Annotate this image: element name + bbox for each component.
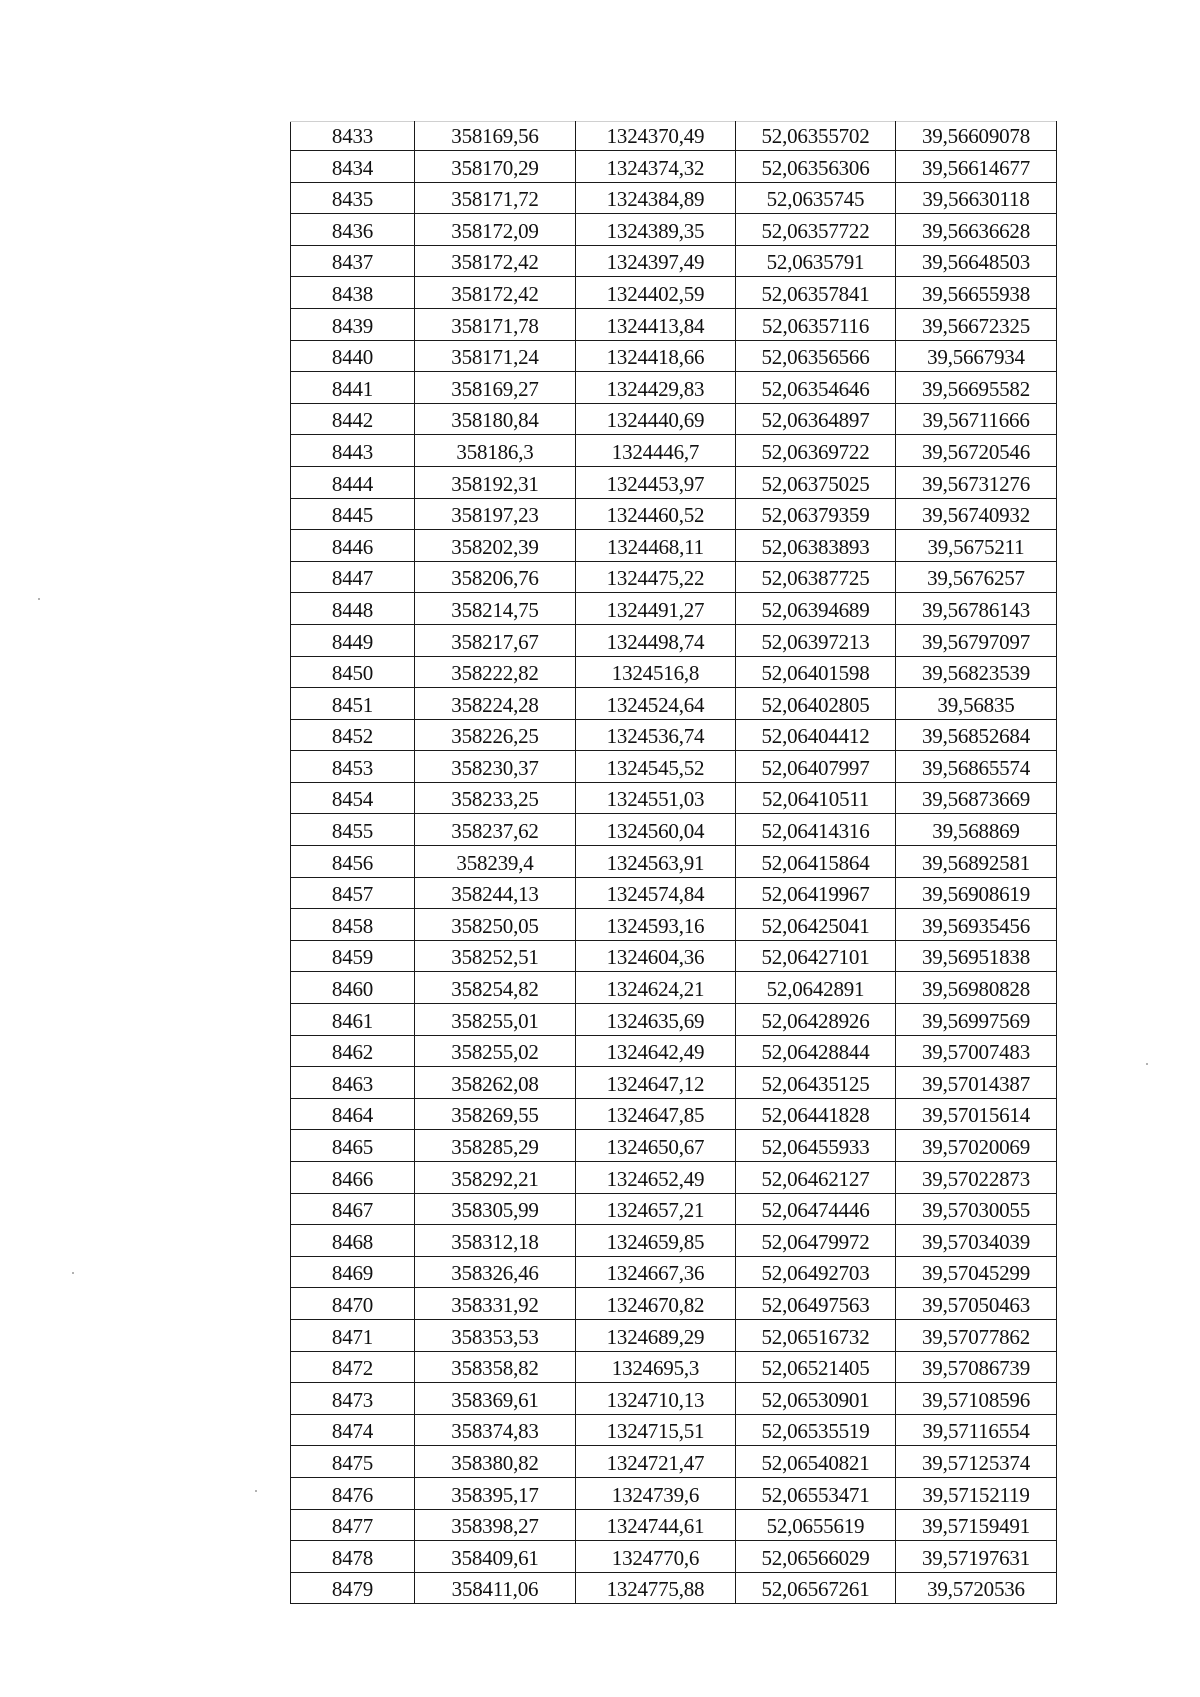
x-coordinate-cell: 358250,05 (415, 909, 576, 941)
longitude-cell: 39,56797097 (896, 624, 1057, 656)
point-number-cell: 8441 (291, 372, 415, 404)
x-coordinate-cell: 358222,82 (415, 656, 576, 688)
latitude-cell: 52,06364897 (736, 403, 896, 435)
x-coordinate-cell: 358233,25 (415, 782, 576, 814)
point-number-cell: 8435 (291, 182, 415, 214)
coordinates-table-body (291, 122, 1057, 1604)
longitude-cell: 39,56835 (896, 688, 1057, 720)
table-row (291, 1446, 1057, 1478)
y-coordinate-cell: 1324593,16 (576, 909, 736, 941)
longitude-cell: 39,56720546 (896, 435, 1057, 467)
y-coordinate-cell: 1324384,89 (576, 182, 736, 214)
point-number-cell: 8479 (291, 1572, 415, 1604)
y-coordinate-cell: 1324475,22 (576, 561, 736, 593)
longitude-cell: 39,56672325 (896, 308, 1057, 340)
longitude-cell: 39,57030055 (896, 1193, 1057, 1225)
latitude-cell: 52,0635745 (736, 182, 896, 214)
y-coordinate-cell: 1324775,88 (576, 1572, 736, 1604)
x-coordinate-cell: 358186,3 (415, 435, 576, 467)
point-number-cell: 8472 (291, 1351, 415, 1383)
y-coordinate-cell: 1324647,85 (576, 1098, 736, 1130)
longitude-cell: 39,56980828 (896, 972, 1057, 1004)
table-row (291, 909, 1057, 941)
longitude-cell: 39,56873669 (896, 782, 1057, 814)
point-number-cell: 8470 (291, 1288, 415, 1320)
latitude-cell: 52,06535519 (736, 1414, 896, 1446)
table-row (291, 1225, 1057, 1257)
latitude-cell: 52,06415864 (736, 846, 896, 878)
x-coordinate-cell: 358252,51 (415, 940, 576, 972)
y-coordinate-cell: 1324551,03 (576, 782, 736, 814)
y-coordinate-cell: 1324498,74 (576, 624, 736, 656)
table-row (291, 1288, 1057, 1320)
latitude-cell: 52,06407997 (736, 751, 896, 783)
y-coordinate-cell: 1324429,83 (576, 372, 736, 404)
x-coordinate-cell: 358305,99 (415, 1193, 576, 1225)
point-number-cell: 8446 (291, 530, 415, 562)
y-coordinate-cell: 1324604,36 (576, 940, 736, 972)
longitude-cell: 39,57007483 (896, 1035, 1057, 1067)
y-coordinate-cell: 1324642,49 (576, 1035, 736, 1067)
y-coordinate-cell: 1324413,84 (576, 308, 736, 340)
latitude-cell: 52,06521405 (736, 1351, 896, 1383)
x-coordinate-cell: 358197,23 (415, 498, 576, 530)
point-number-cell: 8461 (291, 1004, 415, 1036)
longitude-cell: 39,56823539 (896, 656, 1057, 688)
table-row (291, 1004, 1057, 1036)
point-number-cell: 8476 (291, 1477, 415, 1509)
x-coordinate-cell: 358292,21 (415, 1162, 576, 1194)
latitude-cell: 52,06425041 (736, 909, 896, 941)
longitude-cell: 39,568869 (896, 814, 1057, 846)
longitude-cell: 39,57086739 (896, 1351, 1057, 1383)
x-coordinate-cell: 358230,37 (415, 751, 576, 783)
longitude-cell: 39,57015614 (896, 1098, 1057, 1130)
latitude-cell: 52,06357116 (736, 308, 896, 340)
table-row (291, 688, 1057, 720)
latitude-cell: 52,06455933 (736, 1130, 896, 1162)
latitude-cell: 52,0635791 (736, 245, 896, 277)
longitude-cell: 39,57152119 (896, 1477, 1057, 1509)
latitude-cell: 52,06462127 (736, 1162, 896, 1194)
point-number-cell: 8467 (291, 1193, 415, 1225)
latitude-cell: 52,06355702 (736, 122, 896, 151)
point-number-cell: 8445 (291, 498, 415, 530)
longitude-cell: 39,56997569 (896, 1004, 1057, 1036)
point-number-cell: 8468 (291, 1225, 415, 1257)
x-coordinate-cell: 358226,25 (415, 719, 576, 751)
point-number-cell: 8460 (291, 972, 415, 1004)
x-coordinate-cell: 358217,67 (415, 624, 576, 656)
point-number-cell: 8474 (291, 1414, 415, 1446)
table-row (291, 1572, 1057, 1604)
longitude-cell: 39,57125374 (896, 1446, 1057, 1478)
point-number-cell: 8464 (291, 1098, 415, 1130)
latitude-cell: 52,06428926 (736, 1004, 896, 1036)
x-coordinate-cell: 358380,82 (415, 1446, 576, 1478)
table-row (291, 1383, 1057, 1415)
latitude-cell: 52,0642891 (736, 972, 896, 1004)
longitude-cell: 39,5676257 (896, 561, 1057, 593)
longitude-cell: 39,56711666 (896, 403, 1057, 435)
longitude-cell: 39,56892581 (896, 846, 1057, 878)
y-coordinate-cell: 1324468,11 (576, 530, 736, 562)
latitude-cell: 52,06540821 (736, 1446, 896, 1478)
table-row (291, 466, 1057, 498)
latitude-cell: 52,06492703 (736, 1256, 896, 1288)
x-coordinate-cell: 358172,42 (415, 245, 576, 277)
longitude-cell: 39,56865574 (896, 751, 1057, 783)
latitude-cell: 52,06356566 (736, 340, 896, 372)
longitude-cell: 39,56951838 (896, 940, 1057, 972)
x-coordinate-cell: 358244,13 (415, 877, 576, 909)
point-number-cell: 8477 (291, 1509, 415, 1541)
table-row (291, 151, 1057, 183)
table-row (291, 403, 1057, 435)
table-row (291, 1414, 1057, 1446)
longitude-cell: 39,56695582 (896, 372, 1057, 404)
table-row (291, 1477, 1057, 1509)
y-coordinate-cell: 1324453,97 (576, 466, 736, 498)
longitude-cell: 39,56786143 (896, 593, 1057, 625)
x-coordinate-cell: 358262,08 (415, 1067, 576, 1099)
table-row (291, 624, 1057, 656)
y-coordinate-cell: 1324770,6 (576, 1541, 736, 1573)
longitude-cell: 39,57034039 (896, 1225, 1057, 1257)
table-row (291, 1098, 1057, 1130)
scan-speck (72, 1272, 74, 1274)
x-coordinate-cell: 358254,82 (415, 972, 576, 1004)
latitude-cell: 52,06497563 (736, 1288, 896, 1320)
point-number-cell: 8463 (291, 1067, 415, 1099)
y-coordinate-cell: 1324536,74 (576, 719, 736, 751)
table-row (291, 214, 1057, 246)
latitude-cell: 52,06410511 (736, 782, 896, 814)
point-number-cell: 8433 (291, 122, 415, 151)
table-row (291, 308, 1057, 340)
point-number-cell: 8444 (291, 466, 415, 498)
point-number-cell: 8471 (291, 1319, 415, 1351)
latitude-cell: 52,06394689 (736, 593, 896, 625)
y-coordinate-cell: 1324440,69 (576, 403, 736, 435)
point-number-cell: 8451 (291, 688, 415, 720)
table-row (291, 1541, 1057, 1573)
point-number-cell: 8457 (291, 877, 415, 909)
latitude-cell: 52,06427101 (736, 940, 896, 972)
point-number-cell: 8466 (291, 1162, 415, 1194)
latitude-cell: 52,06401598 (736, 656, 896, 688)
y-coordinate-cell: 1324650,67 (576, 1130, 736, 1162)
y-coordinate-cell: 1324389,35 (576, 214, 736, 246)
x-coordinate-cell: 358180,84 (415, 403, 576, 435)
table-row (291, 719, 1057, 751)
y-coordinate-cell: 1324545,52 (576, 751, 736, 783)
y-coordinate-cell: 1324402,59 (576, 277, 736, 309)
table-row (291, 656, 1057, 688)
x-coordinate-cell: 358171,24 (415, 340, 576, 372)
latitude-cell: 52,06379359 (736, 498, 896, 530)
longitude-cell: 39,56630118 (896, 182, 1057, 214)
latitude-cell: 52,06387725 (736, 561, 896, 593)
table-row (291, 1130, 1057, 1162)
table-row (291, 530, 1057, 562)
x-coordinate-cell: 358269,55 (415, 1098, 576, 1130)
x-coordinate-cell: 358353,53 (415, 1319, 576, 1351)
latitude-cell: 52,06566029 (736, 1541, 896, 1573)
y-coordinate-cell: 1324689,29 (576, 1319, 736, 1351)
x-coordinate-cell: 358202,39 (415, 530, 576, 562)
point-number-cell: 8473 (291, 1383, 415, 1415)
y-coordinate-cell: 1324657,21 (576, 1193, 736, 1225)
table-row (291, 1067, 1057, 1099)
longitude-cell: 39,57108596 (896, 1383, 1057, 1415)
latitude-cell: 52,06530901 (736, 1383, 896, 1415)
longitude-cell: 39,57050463 (896, 1288, 1057, 1320)
latitude-cell: 52,06435125 (736, 1067, 896, 1099)
x-coordinate-cell: 358358,82 (415, 1351, 576, 1383)
x-coordinate-cell: 358214,75 (415, 593, 576, 625)
y-coordinate-cell: 1324563,91 (576, 846, 736, 878)
y-coordinate-cell: 1324397,49 (576, 245, 736, 277)
point-number-cell: 8453 (291, 751, 415, 783)
table-row (291, 435, 1057, 467)
point-number-cell: 8438 (291, 277, 415, 309)
longitude-cell: 39,56852684 (896, 719, 1057, 751)
latitude-cell: 52,06383893 (736, 530, 896, 562)
table-row (291, 122, 1057, 151)
y-coordinate-cell: 1324647,12 (576, 1067, 736, 1099)
table-row (291, 277, 1057, 309)
y-coordinate-cell: 1324374,32 (576, 151, 736, 183)
point-number-cell: 8442 (291, 403, 415, 435)
table-row (291, 340, 1057, 372)
x-coordinate-cell: 358411,06 (415, 1572, 576, 1604)
x-coordinate-cell: 358369,61 (415, 1383, 576, 1415)
latitude-cell: 52,06567261 (736, 1572, 896, 1604)
latitude-cell: 52,06402805 (736, 688, 896, 720)
latitude-cell: 52,06404412 (736, 719, 896, 751)
x-coordinate-cell: 358171,72 (415, 182, 576, 214)
point-number-cell: 8440 (291, 340, 415, 372)
table-row (291, 498, 1057, 530)
longitude-cell: 39,57116554 (896, 1414, 1057, 1446)
scan-speck (255, 1490, 257, 1492)
point-number-cell: 8452 (291, 719, 415, 751)
longitude-cell: 39,57197631 (896, 1541, 1057, 1573)
x-coordinate-cell: 358395,17 (415, 1477, 576, 1509)
y-coordinate-cell: 1324659,85 (576, 1225, 736, 1257)
y-coordinate-cell: 1324560,04 (576, 814, 736, 846)
latitude-cell: 52,06516732 (736, 1319, 896, 1351)
x-coordinate-cell: 358172,09 (415, 214, 576, 246)
y-coordinate-cell: 1324446,7 (576, 435, 736, 467)
point-number-cell: 8443 (291, 435, 415, 467)
latitude-cell: 52,06441828 (736, 1098, 896, 1130)
scan-speck (38, 598, 40, 600)
point-number-cell: 8434 (291, 151, 415, 183)
x-coordinate-cell: 358255,01 (415, 1004, 576, 1036)
latitude-cell: 52,06397213 (736, 624, 896, 656)
longitude-cell: 39,56655938 (896, 277, 1057, 309)
table-row (291, 593, 1057, 625)
x-coordinate-cell: 358172,42 (415, 277, 576, 309)
point-number-cell: 8448 (291, 593, 415, 625)
latitude-cell: 52,06357722 (736, 214, 896, 246)
x-coordinate-cell: 358331,92 (415, 1288, 576, 1320)
longitude-cell: 39,5720536 (896, 1572, 1057, 1604)
y-coordinate-cell: 1324721,47 (576, 1446, 736, 1478)
y-coordinate-cell: 1324418,66 (576, 340, 736, 372)
x-coordinate-cell: 358171,78 (415, 308, 576, 340)
x-coordinate-cell: 358237,62 (415, 814, 576, 846)
x-coordinate-cell: 358409,61 (415, 1541, 576, 1573)
x-coordinate-cell: 358326,46 (415, 1256, 576, 1288)
table-row (291, 782, 1057, 814)
x-coordinate-cell: 358192,31 (415, 466, 576, 498)
y-coordinate-cell: 1324710,13 (576, 1383, 736, 1415)
table-row (291, 751, 1057, 783)
y-coordinate-cell: 1324667,36 (576, 1256, 736, 1288)
point-number-cell: 8458 (291, 909, 415, 941)
y-coordinate-cell: 1324744,61 (576, 1509, 736, 1541)
table-row (291, 1035, 1057, 1067)
latitude-cell: 52,06375025 (736, 466, 896, 498)
latitude-cell: 52,0655619 (736, 1509, 896, 1541)
y-coordinate-cell: 1324624,21 (576, 972, 736, 1004)
table-row (291, 972, 1057, 1004)
x-coordinate-cell: 358312,18 (415, 1225, 576, 1257)
table-row (291, 1351, 1057, 1383)
x-coordinate-cell: 358374,83 (415, 1414, 576, 1446)
table-row (291, 846, 1057, 878)
y-coordinate-cell: 1324516,8 (576, 656, 736, 688)
point-number-cell: 8439 (291, 308, 415, 340)
point-number-cell: 8469 (291, 1256, 415, 1288)
x-coordinate-cell: 358285,29 (415, 1130, 576, 1162)
longitude-cell: 39,56648503 (896, 245, 1057, 277)
longitude-cell: 39,56935456 (896, 909, 1057, 941)
table-row (291, 1193, 1057, 1225)
table-row (291, 1509, 1057, 1541)
scan-speck (1146, 1063, 1148, 1065)
x-coordinate-cell: 358169,56 (415, 122, 576, 151)
table-row (291, 182, 1057, 214)
x-coordinate-cell: 358255,02 (415, 1035, 576, 1067)
y-coordinate-cell: 1324715,51 (576, 1414, 736, 1446)
y-coordinate-cell: 1324695,3 (576, 1351, 736, 1383)
table-row (291, 561, 1057, 593)
x-coordinate-cell: 358398,27 (415, 1509, 576, 1541)
y-coordinate-cell: 1324652,49 (576, 1162, 736, 1194)
y-coordinate-cell: 1324635,69 (576, 1004, 736, 1036)
y-coordinate-cell: 1324524,64 (576, 688, 736, 720)
point-number-cell: 8455 (291, 814, 415, 846)
longitude-cell: 39,57022873 (896, 1162, 1057, 1194)
y-coordinate-cell: 1324574,84 (576, 877, 736, 909)
longitude-cell: 39,57014387 (896, 1067, 1057, 1099)
longitude-cell: 39,56731276 (896, 466, 1057, 498)
table-row (291, 814, 1057, 846)
y-coordinate-cell: 1324491,27 (576, 593, 736, 625)
latitude-cell: 52,06354646 (736, 372, 896, 404)
x-coordinate-cell: 358224,28 (415, 688, 576, 720)
longitude-cell: 39,56908619 (896, 877, 1057, 909)
coordinates-table (290, 121, 1057, 1604)
point-number-cell: 8449 (291, 624, 415, 656)
latitude-cell: 52,06553471 (736, 1477, 896, 1509)
point-number-cell: 8454 (291, 782, 415, 814)
longitude-cell: 39,56609078 (896, 122, 1057, 151)
x-coordinate-cell: 358239,4 (415, 846, 576, 878)
table-row (291, 1256, 1057, 1288)
point-number-cell: 8456 (291, 846, 415, 878)
latitude-cell: 52,06428844 (736, 1035, 896, 1067)
y-coordinate-cell: 1324460,52 (576, 498, 736, 530)
x-coordinate-cell: 358170,29 (415, 151, 576, 183)
table-row (291, 245, 1057, 277)
table-row (291, 940, 1057, 972)
point-number-cell: 8459 (291, 940, 415, 972)
point-number-cell: 8465 (291, 1130, 415, 1162)
x-coordinate-cell: 358206,76 (415, 561, 576, 593)
point-number-cell: 8450 (291, 656, 415, 688)
longitude-cell: 39,56740932 (896, 498, 1057, 530)
latitude-cell: 52,06356306 (736, 151, 896, 183)
latitude-cell: 52,06414316 (736, 814, 896, 846)
longitude-cell: 39,57077862 (896, 1319, 1057, 1351)
longitude-cell: 39,57045299 (896, 1256, 1057, 1288)
point-number-cell: 8447 (291, 561, 415, 593)
point-number-cell: 8436 (291, 214, 415, 246)
table-row (291, 1162, 1057, 1194)
longitude-cell: 39,56636628 (896, 214, 1057, 246)
latitude-cell: 52,06369722 (736, 435, 896, 467)
y-coordinate-cell: 1324370,49 (576, 122, 736, 151)
longitude-cell: 39,5675211 (896, 530, 1057, 562)
x-coordinate-cell: 358169,27 (415, 372, 576, 404)
table-row (291, 1319, 1057, 1351)
table-row (291, 372, 1057, 404)
latitude-cell: 52,06419967 (736, 877, 896, 909)
latitude-cell: 52,06479972 (736, 1225, 896, 1257)
point-number-cell: 8478 (291, 1541, 415, 1573)
y-coordinate-cell: 1324739,6 (576, 1477, 736, 1509)
latitude-cell: 52,06474446 (736, 1193, 896, 1225)
longitude-cell: 39,57159491 (896, 1509, 1057, 1541)
longitude-cell: 39,5667934 (896, 340, 1057, 372)
point-number-cell: 8475 (291, 1446, 415, 1478)
longitude-cell: 39,56614677 (896, 151, 1057, 183)
latitude-cell: 52,06357841 (736, 277, 896, 309)
y-coordinate-cell: 1324670,82 (576, 1288, 736, 1320)
table-row (291, 877, 1057, 909)
longitude-cell: 39,57020069 (896, 1130, 1057, 1162)
point-number-cell: 8462 (291, 1035, 415, 1067)
point-number-cell: 8437 (291, 245, 415, 277)
